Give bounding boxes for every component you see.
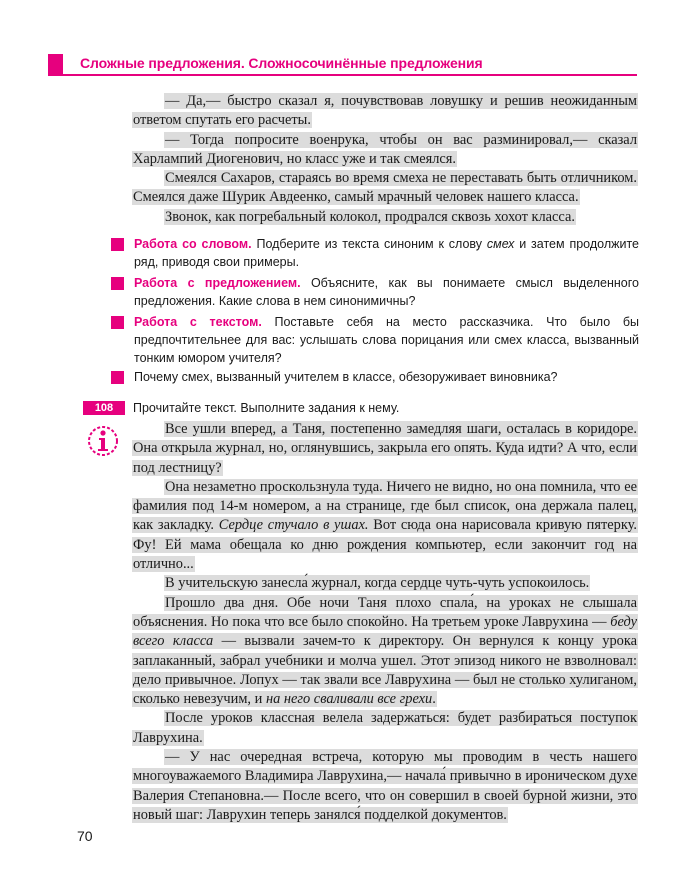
- section-title: Сложные предложения. Сложносочинённые предложения: [80, 55, 483, 71]
- task-text: Подберите из текста синоним к слову: [251, 237, 487, 251]
- paragraph: Звонок, как погребальный колокол, продрался сквозь хохот класса.: [165, 208, 575, 225]
- task-text: [111, 313, 639, 367]
- task-marker: [111, 277, 124, 290]
- task-text: Почему смех, вызванный учителем в классе, обезоруживает виновника?: [134, 370, 558, 384]
- task-text: Поставьте себя на место рассказчика. Что было бы предпочтительнее для вас: услышать слова порицания или смех класса, вызванный тонким юмором учителя?: [134, 315, 640, 365]
- paragraph: Прошло два дня. Обе ночи Таня плохо спала́, на уроках не слышала объяснения. Но пока что все было спокойно. На третьем уроке Лаврухина — беду всего класса — вызвали зачем-то к директору. Он вернулся к концу урока заплаканный, забрал учебники и молча ушел. Этот эпизод никого не взволновал: дело привычное. Лопух — так звали все Лаврухина — был не столько хулиганом, сколько невезучим, и на него сваливали все грехи.: [133, 594, 638, 708]
- paragraph: Смеялся Сахаров, стараясь во время смеха не переставать быть отличником. Смеялся даже Шурик Авдеенко, самый мрачный человек нашего класса.: [133, 170, 637, 206]
- highlighted-sentence: Сердце стучало в ушах.: [218, 517, 369, 534]
- task-question: [111, 368, 639, 386]
- task-text: и затем продолжите ряд, приводя свои примеры.: [134, 237, 639, 269]
- task-label: Работа с текстом.: [134, 315, 262, 329]
- paragraph: Все ушли вперед, а Таня, постепенно замедляя шаги, осталась в коридоре. Она открыла журнал, но, оглянувшись, закрыла его опять. Куда идти? А что, если под лестницу?: [133, 421, 637, 476]
- paragraph: В учительскую занесла́ журнал, когда сердце чуть-чуть успокоилось.: [165, 575, 590, 592]
- section-header: [0, 54, 637, 78]
- italic-phrase: на него сваливали все грехи: [265, 691, 433, 708]
- task-marker: [111, 238, 124, 251]
- task-italic-word: смех: [486, 237, 515, 251]
- task-sentence: [111, 274, 639, 310]
- task-label: Работа с предложением.: [134, 276, 301, 290]
- italic-phrase: беду всего класса: [133, 613, 637, 650]
- paragraph: — Тогда попросите военрука, чтобы он вас разминировал,— сказал Харлампий Диогенович, но класс уже и так смеялся.: [133, 131, 637, 167]
- header-underline: [48, 74, 637, 76]
- task-text: Объясните, как вы понимаете смысл выделенного предложения. Какие слова в нем синонимичны?: [134, 276, 639, 308]
- paragraph: После уроков классная велела задержаться: будет разбираться поступок Лаврухина.: [133, 710, 637, 746]
- header-accent-bar: [48, 54, 63, 74]
- paragraph: Она незаметно проскользнула туда. Ничего не видно, но она помнила, что ее фамилия под 14-м номером, а на странице, где был список, она держала палец, как закладку. Сердце стучало в ушах. Вот сюда она нарисовала кривую пятерку. Фу! Ей мама обещала ко дню рождения компьютер, если закончит год на отлично...: [133, 478, 637, 573]
- task-marker: [111, 316, 124, 329]
- task-label: Работа со словом.: [134, 237, 252, 251]
- page-number: 70: [77, 828, 93, 844]
- exercise-instruction: Прочитайте текст. Выполните задания к нему.: [133, 401, 400, 415]
- task-marker: [111, 371, 124, 384]
- info-icon: [87, 422, 119, 460]
- top-text: [132, 92, 638, 227]
- task-word: [111, 235, 639, 271]
- paragraph: — Да,— быстро сказал я, почувствовав ловушку и решив неожиданным ответом спутать его расчеты.: [133, 93, 637, 129]
- exercise-number: 108: [83, 401, 125, 415]
- paragraph: — У нас очередная встреча, которую мы проводим в честь нашего многоуважаемого Владимира Лаврухина,— начала́ привычно в ироническом духе Валерия Степановна.— После всего, что он совершил в своей бурной жизни, это новый шаг: Лаврухин теперь занялся́ подделкой документов.: [133, 749, 637, 823]
- story-text: [132, 420, 638, 825]
